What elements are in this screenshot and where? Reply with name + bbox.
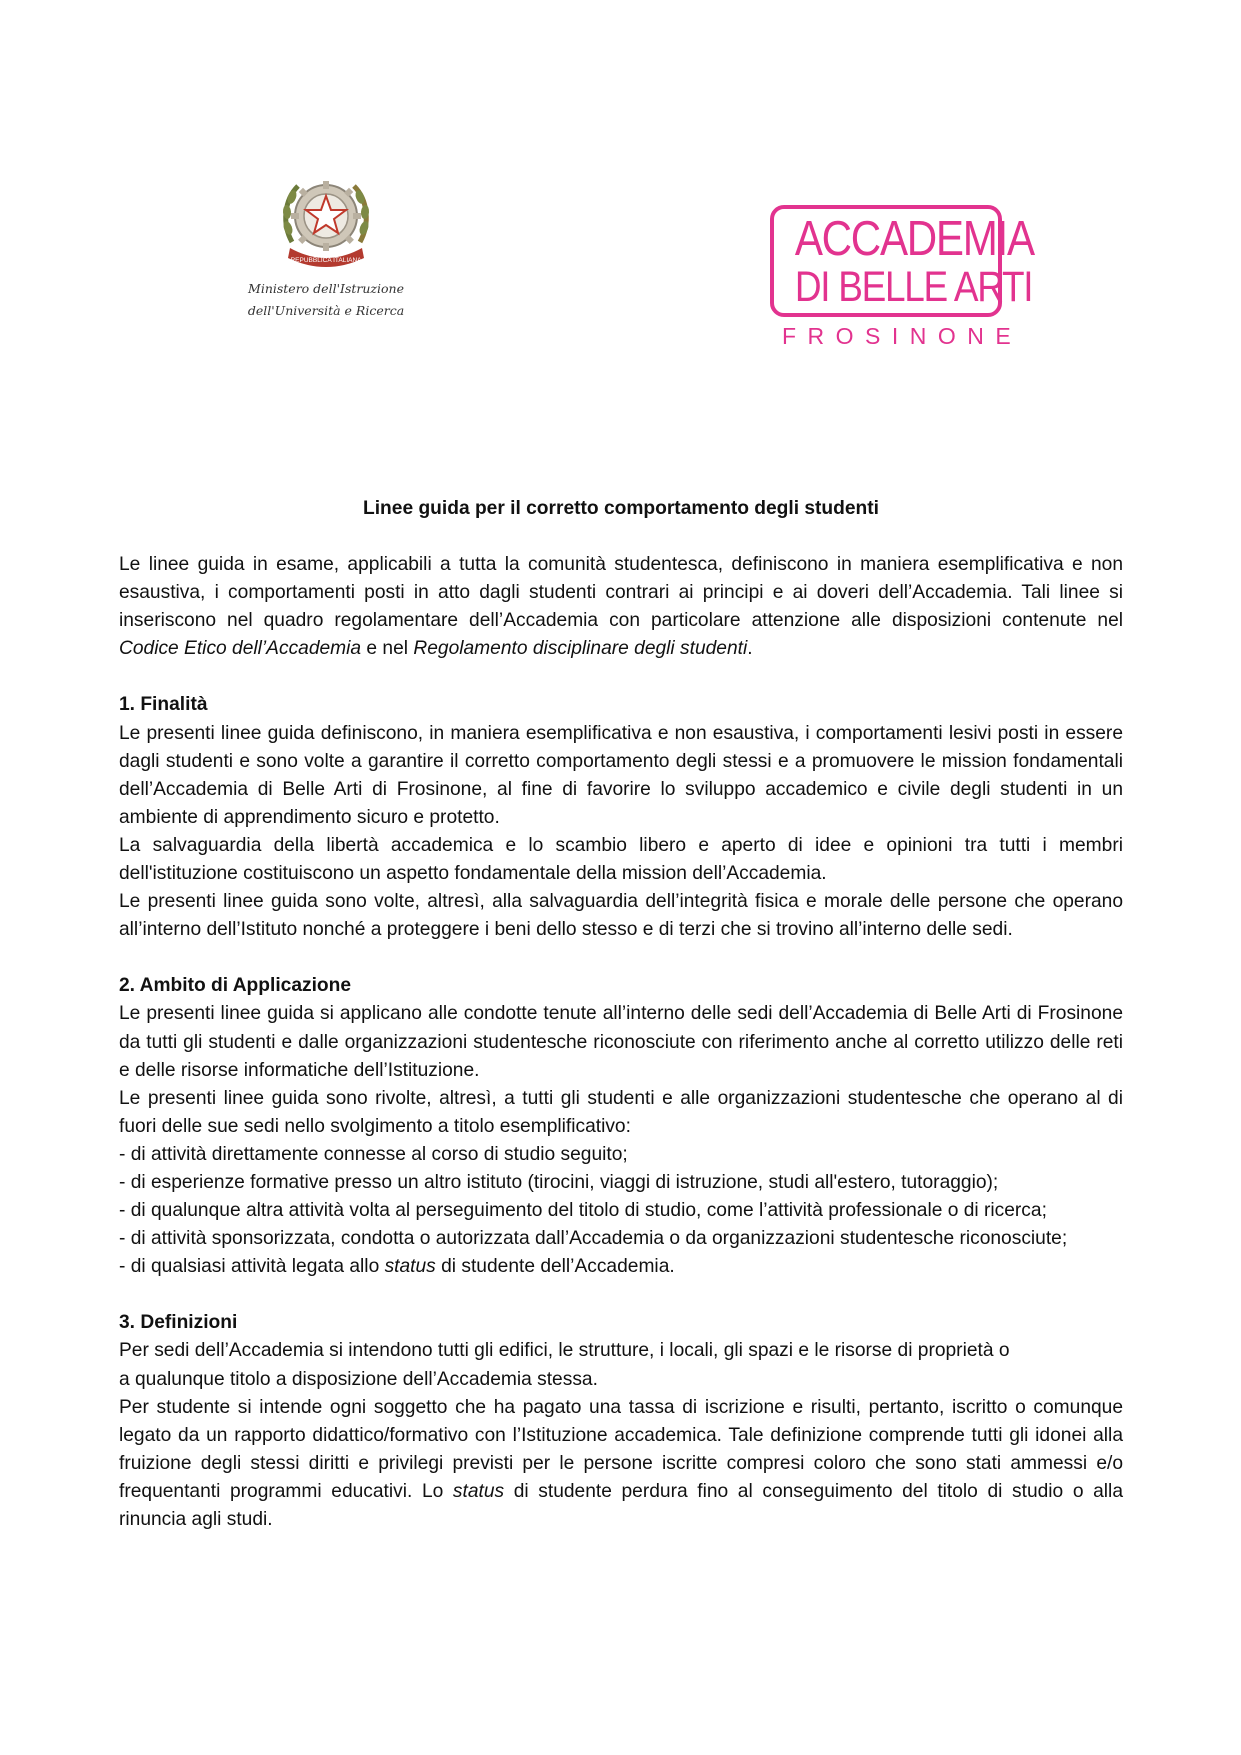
ministry-caption-line-2: dell'Università e Ricerca: [247, 303, 405, 318]
paragraph: Le presenti linee guida sono rivolte, altresì, a tutti gli studenti e alle organizzazioni studentesche che operano al di fuori delle sue sedi nello svolgimento a titolo esemplificativo:: [119, 1087, 1123, 1137]
document-title: Linee guida per il corretto comportamento degli studenti: [363, 498, 879, 519]
list-item: - di esperienze formative presso un altro istituto (tirocini, viaggi di istruzione, studi all'estero, tutoraggio);: [119, 1171, 999, 1193]
ministry-logo: [246, 172, 406, 320]
paragraph: Le presenti linee guida si applicano alle condotte tenute all’interno delle sedi dell’Accademia di Belle Arti di Frosinone da tutti gli studenti e dalle organizzazioni studentesche riconosciute con riferimento anche al corretto utilizzo delle reti e delle risorse informatiche dell’Istituzione.: [119, 1003, 1123, 1081]
svg-text:REPUBBLICA ITALIANA: REPUBBLICA ITALIANA: [290, 257, 362, 264]
italian-republic-emblem-icon: [278, 172, 374, 276]
academy-logo-line-1: ACCADEMIA: [794, 212, 1034, 266]
list-item: - di attività sponsorizzata, condotta o autorizzata dall’Accademia o da organizzazioni studentesche riconosciute;: [119, 1228, 1068, 1250]
paragraph: Le presenti linee guida definiscono, in maniera esemplificativa e non esaustiva, i comportamenti lesivi posti in essere dagli studenti e sono volte a garantire il corretto comportamento degli stessi e a promuovere le mission fondamentali dell’Accademia di Belle Arti di Frosinone, al fine di favorire lo sviluppo accademico e civile degli studenti in un ambiente di apprendimento sicuro e protetto.: [119, 722, 1123, 828]
section-definizioni: [119, 1309, 1123, 1534]
section-finalita: [119, 691, 1123, 944]
codice-etico-reference: Codice Etico dell’Accademia: [119, 638, 362, 660]
regolamento-reference: Regolamento disciplinare degli studenti: [413, 638, 748, 660]
section-ambito: [119, 972, 1123, 1281]
section-title: 1. Finalità: [119, 694, 208, 716]
paragraph: Le presenti linee guida sono volte, altresì, alla salvaguardia dell’integrità fisica e morale delle persone che operano all’interno dell’Istituto nonché a proteggere i beni dello stesso e di terzi che si trovino all’interno delle sedi.: [119, 891, 1123, 941]
list-item: - di qualsiasi attività legata allo status di studente dell’Accademia.: [119, 1256, 675, 1278]
academy-logo-city: FROSINONE: [782, 323, 1023, 349]
paragraph: La salvaguardia della libertà accademica e lo scambio libero e aperto di idee e opinioni tra tutti i membri dell'istituzione costituiscono un aspetto fondamentale della mission dell’Accademia.: [119, 834, 1123, 885]
list-item: - di attività direttamente connesse al corso di studio seguito;: [119, 1143, 628, 1165]
document-body: [119, 495, 1123, 1534]
list-item: - di qualunque altra attività volta al perseguimento del titolo di studio, come l’attività professionale o di ricerca;: [119, 1200, 1047, 1222]
section-title: 3. Definizioni: [119, 1312, 238, 1334]
ministry-caption-line-1: Ministero dell'Istruzione: [248, 281, 404, 296]
paragraph: Per studente si intende ogni soggetto che ha pagato una tassa di iscrizione e risulti, pertanto, iscritto o comunque legato da un rapporto didattico/formativo con l’Istituzione accademica. Tale definizione comprende tutti gli idonei alla fruizione degli stessi diritti e privilegi previsti per le persone iscritte compresi coloro che sono stati ammessi e/o frequentanti programmi educativi. Lo status di studente perdura fino al conseguimento del titolo di studio o alla rinuncia agli studi.: [119, 1396, 1123, 1530]
academy-logo-box: [770, 205, 1034, 317]
section-title: 2. Ambito di Applicazione: [119, 975, 352, 997]
intro-paragraph: Le linee guida in esame, applicabili a tutta la comunità studentesca, definiscono in maniera esemplificativa e non esaustiva, i comportamenti posti in atto dagli studenti contrari ai principi e ai doveri dell’Accademia. Tali linee si inseriscono nel quadro regolamentare dell’Accademia con particolare attenzione alle disposizioni contenute nel Codice Etico dell’Accademia e nel Regolamento disciplinare degli studenti.: [119, 554, 1123, 660]
academy-logo-line-2: DI BELLE ARTI: [794, 263, 1033, 311]
academy-logo: [770, 205, 1034, 350]
paragraph: Per sedi dell’Accademia si intendono tutti gli edifici, le strutture, i locali, gli spazi e le risorse di proprietà o a qualunque titolo a disposizione dell’Accademia stessa.: [119, 1340, 1010, 1390]
